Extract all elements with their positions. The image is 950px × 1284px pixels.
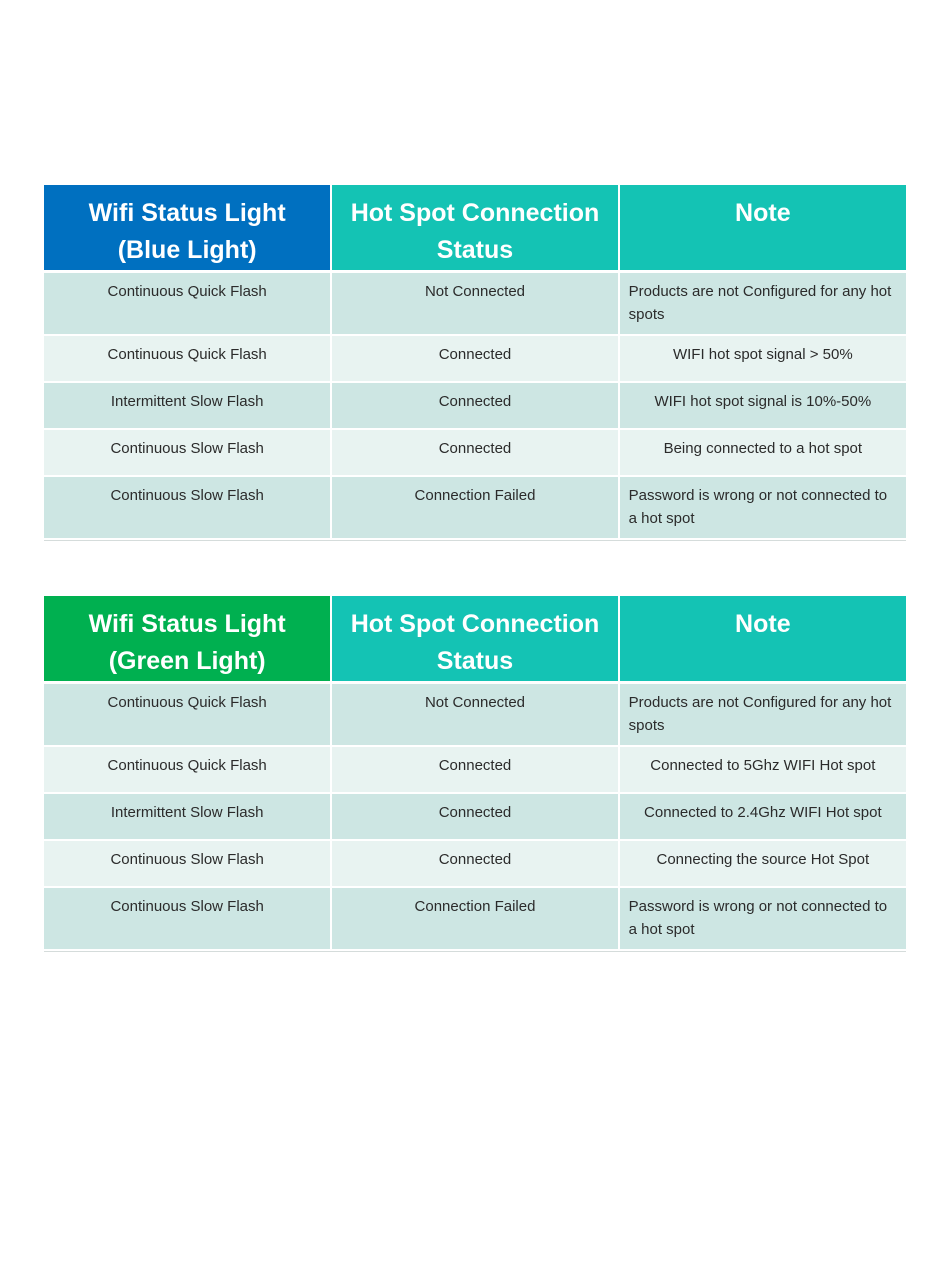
table-row <box>44 271 906 335</box>
header-line: Status <box>436 236 514 264</box>
header-line: Note <box>735 610 791 638</box>
cell-status: Connected <box>331 335 618 382</box>
cell-status: Connected <box>331 840 618 887</box>
header-wifi-status-light <box>44 596 331 682</box>
cell-note: Being connected to a hot spot <box>619 429 906 476</box>
cell-light: Intermittent Slow Flash <box>44 382 331 429</box>
cell-status: Connected <box>331 746 618 793</box>
cell-status: Not Connected <box>331 271 618 335</box>
cell-note: Products are not Configured for any hot spots <box>619 271 906 335</box>
header-line: Status <box>436 647 514 675</box>
cell-note: WIFI hot spot signal > 50% <box>619 335 906 382</box>
table-row <box>44 793 906 840</box>
header-wifi-status-light <box>44 185 331 271</box>
cell-note: Connected to 2.4Ghz WIFI Hot spot <box>619 793 906 840</box>
header-line: Hot Spot Connection <box>350 610 600 638</box>
header-line: Hot Spot Connection <box>350 199 600 227</box>
table-row <box>44 840 906 887</box>
header-line: Note <box>735 199 791 227</box>
cell-light: Continuous Quick Flash <box>44 746 331 793</box>
table-header-row <box>44 596 906 682</box>
header-line: Wifi Status Light <box>88 610 286 638</box>
cell-status: Connected <box>331 793 618 840</box>
table-row <box>44 887 906 950</box>
table-row <box>44 746 906 793</box>
header-hot-spot-connection-status <box>331 185 618 271</box>
header-note <box>619 185 906 271</box>
cell-light: Continuous Slow Flash <box>44 887 331 950</box>
header-hot-spot-connection-status <box>331 596 618 682</box>
cell-light: Continuous Quick Flash <box>44 682 331 746</box>
table-row <box>44 682 906 746</box>
cell-light: Intermittent Slow Flash <box>44 793 331 840</box>
table-row <box>44 335 906 382</box>
cell-light: Continuous Slow Flash <box>44 476 331 539</box>
header-line: (Blue Light) <box>117 236 257 264</box>
cell-light: Continuous Quick Flash <box>44 271 331 335</box>
cell-note: WIFI hot spot signal is 10%-50% <box>619 382 906 429</box>
cell-light: Continuous Slow Flash <box>44 840 331 887</box>
table-header-row <box>44 185 906 271</box>
cell-note: Connecting the source Hot Spot <box>619 840 906 887</box>
cell-status: Connection Failed <box>331 476 618 539</box>
header-line: (Green Light) <box>108 647 266 675</box>
green-light-status-table <box>44 596 906 951</box>
cell-status: Connected <box>331 429 618 476</box>
table-row <box>44 476 906 539</box>
cell-status: Connected <box>331 382 618 429</box>
table-row <box>44 429 906 476</box>
cell-note: Connected to 5Ghz WIFI Hot spot <box>619 746 906 793</box>
header-line: Wifi Status Light <box>88 199 286 227</box>
cell-note: Password is wrong or not connected to a hot spot <box>619 476 906 539</box>
cell-note: Products are not Configured for any hot spots <box>619 682 906 746</box>
blue-light-status-table <box>44 185 906 540</box>
table-row <box>44 382 906 429</box>
cell-status: Connection Failed <box>331 887 618 950</box>
cell-note: Password is wrong or not connected to a hot spot <box>619 887 906 950</box>
cell-status: Not Connected <box>331 682 618 746</box>
cell-light: Continuous Slow Flash <box>44 429 331 476</box>
header-note <box>619 596 906 682</box>
cell-light: Continuous Quick Flash <box>44 335 331 382</box>
